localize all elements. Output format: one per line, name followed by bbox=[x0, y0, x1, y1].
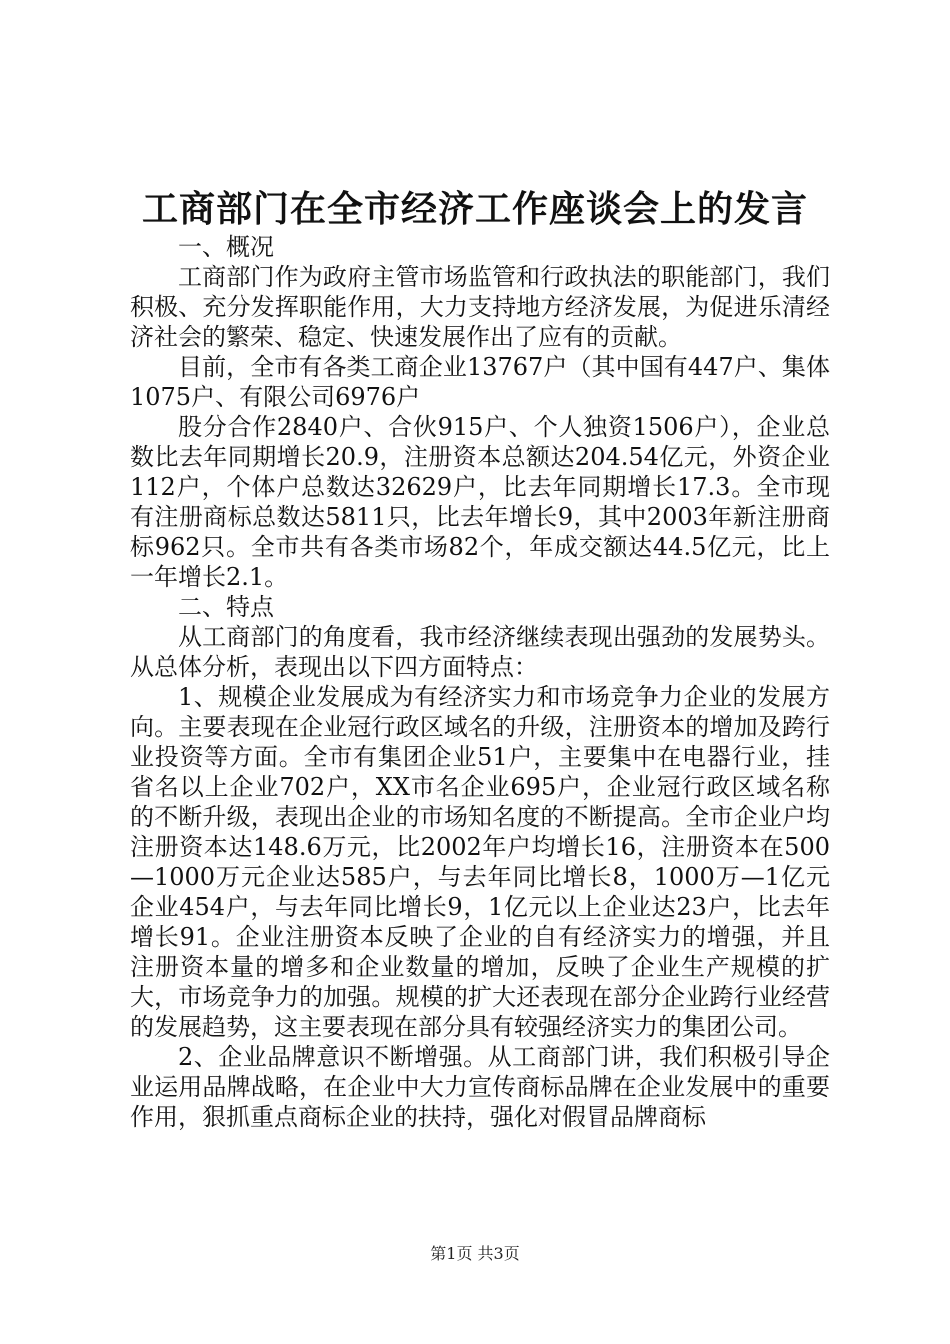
paragraph: 2、企业品牌意识不断增强。从工商部门讲，我们积极引导企业运用品牌战略，在企业中大力宣传商标品牌在企业发展中的重要作用，狠抓重点商标企业的扶持，强化对假冒品牌商标 bbox=[130, 1043, 830, 1131]
document-body bbox=[130, 232, 830, 1132]
paragraph: 股分合作2840户、合伙915户、个人独资1506户），企业总数比去年同期增长20.9，注册资本总额达204.54亿元，外资企业112户，个体户总数达32629户，比去年同期增长17.3。全市现有注册商标总数达5811只，比去年增长9，其中2003年新注册商标962只。全市共有各类市场82个，年成交额达44.5亿元，比上一年增长2.1。 bbox=[130, 413, 830, 591]
section-heading-features: 二、特点 bbox=[178, 593, 274, 621]
document-title: 工商部门在全市经济工作座谈会上的发言 bbox=[141, 188, 808, 230]
page-number-footer: 第1页 共3页 bbox=[430, 1244, 520, 1263]
paragraph: 工商部门作为政府主管市场监管和行政执法的职能部门，我们积极、充分发挥职能作用，大力支持地方经济发展，为促进乐清经济社会的繁荣、稳定、快速发展作出了应有的贡献。 bbox=[130, 263, 830, 351]
paragraph: 从工商部门的角度看，我市经济继续表现出强劲的发展势头。从总体分析，表现出以下四方面特点： bbox=[130, 623, 830, 681]
section-heading-overview: 一、概况 bbox=[178, 233, 274, 261]
paragraph: 1、规模企业发展成为有经济实力和市场竞争力企业的发展方向。主要表现在企业冠行政区域名的升级，注册资本的增加及跨行业投资等方面。全市有集团企业51户，主要集中在电器行业，挂省名以上企业702户，XX市名企业695户，企业冠行政区域名称的不断升级，表现出企业的市场知名度的不断提高。全市企业户均注册资本达148.6万元，比2002年户均增长16，注册资本在500—1000万元企业达585户，与去年同比增长8，1000万—1亿元企业454户，与去年同比增长9，1亿元以上企业达23户，比去年增长91。企业注册资本反映了企业的自有经济实力的增强，并且注册资本量的增多和企业数量的增加，反映了企业生产规模的扩大，市场竞争力的加强。规模的扩大还表现在部分企业跨行业经营的发展趋势，这主要表现在部分具有较强经济实力的集团公司。 bbox=[130, 683, 830, 1041]
paragraph: 目前，全市有各类工商企业13767户（其中国有447户、集体1075户、有限公司6976户 bbox=[130, 353, 830, 411]
